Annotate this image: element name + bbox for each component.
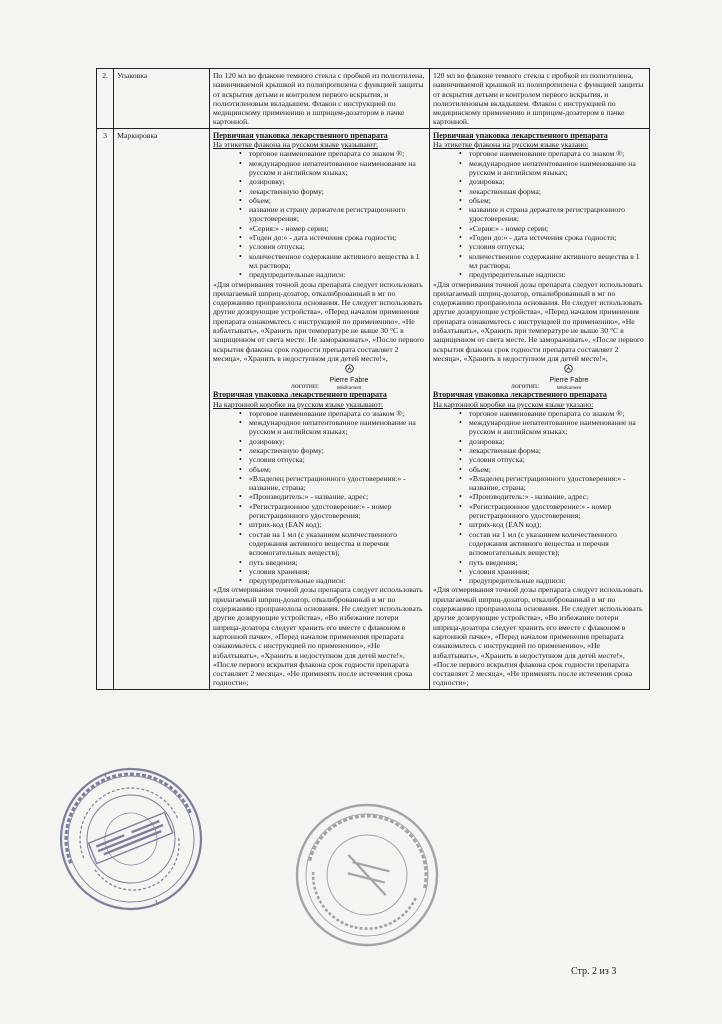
secondary-packaging-intro: На картонной коробке на русском языке указано: xyxy=(432,399,594,409)
list-item: • торговое наименование препарата со знаком ®; xyxy=(469,149,646,158)
logo-subtitle: Médicament xyxy=(336,384,362,390)
list-item: • «Годен до:» - дата истечения срока годности; xyxy=(469,233,646,242)
primary-packaging-intro: На этикетке флакона на русском языке указано: xyxy=(432,140,589,150)
list-item: • предупредительные надписи: xyxy=(469,576,646,585)
list-item: • состав на 1 мл (с указанием количественного содержания активного вещества и перечня вспомогательных веществ); xyxy=(469,530,646,558)
primary-packaging-intro: На этикетке флакона на русском языке указывают: xyxy=(213,140,378,150)
secondary-warning-text: «Для отмеривания точной дозы препарата следует использовать прилагаемый шприц-дозатор, откалиброванный в мг по содержанию пропранолола основания. Не следует использовать другие дозирующие устройства», «Во избежание потери шприца-дозатора следует хранить его вместе с флаконом в картонной пачке», «Перед началом применения препарата ознакомьтесь с инструкцией по применению», «Не взбалтывать», «Хранить в недоступном для детей месте!», «После первого вскрытия флакона срок годности препарата составляет 2 месяца», «Не применять после истечения срока годности»; xyxy=(213,585,423,688)
list-item: • количественное содержание активного вещества в 1 мл раствора; xyxy=(469,252,646,271)
list-item: • торговое наименование препарата со знаком ®; xyxy=(249,409,426,418)
logo-brand: Pierre Fabre xyxy=(329,376,369,384)
packaging-left-cell: По 120 мл во флаконе темного стекла с пробкой из полиэтилена, навинчиваемой крышкой из полипропилена с функцией защиты от вскрытия детьми и контролем первого вскрытия, и полиэтиленовым вкладышем. Флакон с инструкцией по медицинскому применению и шприцем-дозатором в пачке картонной. xyxy=(210,69,430,129)
list-item: • предупредительные надписи: xyxy=(249,576,426,585)
list-item: • условия отпуска; xyxy=(249,455,426,464)
primary-items-list xyxy=(433,149,646,279)
secondary-items-list xyxy=(213,409,426,586)
company-stamp-inn xyxy=(292,800,442,950)
list-item: • путь введения; xyxy=(249,558,426,567)
list-item: • объем; xyxy=(249,196,426,205)
list-item: • объем; xyxy=(249,465,426,474)
list-item: • путь введения; xyxy=(469,558,646,567)
list-item: • «Производитель:» - название, адрес; xyxy=(469,492,646,501)
list-item: • «Производитель:» - название, адрес; xyxy=(249,492,426,501)
list-item: • дозировку; xyxy=(249,437,426,446)
list-item: • «Владелец регистрационного удостоверения:» - название, страна; xyxy=(249,474,426,493)
list-item: • дозировку; xyxy=(249,177,426,186)
list-item: • штрих-код (EAN код); xyxy=(469,520,646,529)
secondary-warning-text: «Для отмеривания точной дозы препарата следует использовать прилагаемый шприц-дозатор, откалиброванный в мг по содержанию пропранолола основания. Не следует использовать другие дозирующие устройства», «Во избежание потери шприца-дозатора следует хранить его вместе с флаконом в картонной пачке», «Перед началом применения препарата ознакомьтесь с инструкцией по применению», «Не взбалтывать», «Хранить в недоступном для детей месте!», «После первого вскрытия флакона срок годности препарата составляет 2 месяца», «Не применять после истечения срока годности»; xyxy=(432,585,643,688)
list-item: • количественное содержание активного вещества в 1 мл раствора; xyxy=(249,252,426,271)
list-item: • лекарственная форма; xyxy=(469,446,646,455)
logo-brand: Pierre Fabre xyxy=(549,376,589,384)
primary-items-list xyxy=(213,149,426,279)
list-item: • объем; xyxy=(469,465,646,474)
list-item: • международное непатентованное наименование на русском и английском языках; xyxy=(469,418,646,437)
pierre-fabre-logo-icon xyxy=(564,364,573,373)
list-item: • предупредительные надписи: xyxy=(469,270,646,279)
list-item: • состав на 1 мл (с указанием количественного содержания активного вещества и перечня вспомогательных веществ); xyxy=(249,530,426,558)
row-parameter: Упаковка xyxy=(114,69,210,129)
pierre-fabre-logo xyxy=(541,364,597,389)
list-item: • торговое наименование препарата со знаком ®; xyxy=(249,149,426,158)
pierre-fabre-logo-icon xyxy=(345,364,354,373)
list-item: • штрих-код (EAN код); xyxy=(249,520,426,529)
list-item: • условия отпуска; xyxy=(249,242,426,251)
list-item: • лекарственную форму; xyxy=(249,446,426,455)
list-item: • объем; xyxy=(469,196,646,205)
registration-table xyxy=(96,68,650,690)
company-stamp-el-si-logistik xyxy=(56,764,206,914)
primary-warning-text: «Для отмеривания точной дозы препарата следует использовать прилагаемый шприц-дозатор, откалиброванный в мг по содержанию пропранолола основания. Не следует использовать другие дозирующие устройства», «Перед началом применения препарата ознакомьтесь с инструкцией по применению», «Не взбалтывать», «Хранить при температуре не выше 30 °С в защищенном от света месте. Не замораживать», «После первого вскрытия флакона срок годности препарата составляет 2 месяца», «Хранить в недоступном для детей месте!», xyxy=(213,279,424,363)
pierre-fabre-logo xyxy=(321,364,377,389)
logo-subtitle: Médicament xyxy=(556,384,582,390)
list-item: • международное непатентованное наименование на русском и английском языках; xyxy=(469,159,646,178)
list-item: • «Годен до:» - дата истечения срока годности; xyxy=(249,233,426,242)
secondary-items-list xyxy=(433,409,646,586)
list-item: • лекарственную форму; xyxy=(249,187,426,196)
labeling-left-cell xyxy=(210,128,430,689)
packaging-right-cell: 120 мл во флаконе темного стекла с пробкой из полиэтилена, навинчиваемой крышкой из полипропилена с функцией защиты от вскрытия детьми и контролем первого вскрытия, и полиэтиленовым вкладышем. Флакон с инструкцией по медицинскому применению и шприцем-дозатором в пачке картонной. xyxy=(429,69,649,129)
logo-line xyxy=(433,364,646,390)
list-item: • «Серия:» - номер серии; xyxy=(249,224,426,233)
table-row-labeling xyxy=(97,128,650,689)
list-item: • «Регистрационное удостоверение:» - номер регистрационного удостоверения; xyxy=(249,502,426,521)
page-number: Стр. 2 из 3 xyxy=(571,966,617,977)
list-item: • «Серия:» - номер серии; xyxy=(469,224,646,233)
list-item: • дозировка; xyxy=(469,177,646,186)
list-item: • торговое наименование препарата со знаком ®; xyxy=(469,409,646,418)
list-item: • название и страну держателя регистрационного удостоверения; xyxy=(249,205,426,224)
primary-packaging-title: Первичная упаковка лекарственного препарата xyxy=(432,130,608,140)
secondary-packaging-intro: На картонной коробке на русском языке указывают: xyxy=(213,399,383,409)
list-item: • лекарственная форма; xyxy=(469,187,646,196)
list-item: • условия отпуска; xyxy=(469,455,646,464)
list-item: • «Владелец регистрационного удостоверения:» - название, страна; xyxy=(469,474,646,493)
logo-label: логотип: xyxy=(291,381,320,391)
list-item: • международное непатентованное наименование на русском и английском языках; xyxy=(249,159,426,178)
row-number: 3 xyxy=(97,128,114,689)
list-item: • «Регистрационное удостоверение:» - номер регистрационного удостоверения; xyxy=(469,502,646,521)
row-parameter: Маркировка xyxy=(114,128,210,689)
table-row-packaging xyxy=(97,69,650,129)
list-item: • условия хранения; xyxy=(249,567,426,576)
row-number: 2. xyxy=(97,69,114,129)
list-item: • название и страна держателя регистрационного удостоверения; xyxy=(469,205,646,224)
secondary-packaging-title: Вторичная упаковка лекарственного препарата xyxy=(213,390,387,400)
labeling-right-cell xyxy=(429,128,649,689)
list-item: • дозировка; xyxy=(469,437,646,446)
logo-line xyxy=(213,364,426,390)
primary-packaging-title: Первичная упаковка лекарственного препарата xyxy=(213,130,388,140)
list-item: • условия отпуска; xyxy=(469,242,646,251)
list-item: • предупредительные надписи: xyxy=(249,270,426,279)
secondary-packaging-title: Вторичная упаковка лекарственного препарата xyxy=(432,390,607,400)
logo-label: логотип: xyxy=(510,381,540,391)
list-item: • международное непатентованное наименование на русском и английском языках; xyxy=(249,418,426,437)
list-item: • условия хранения; xyxy=(469,567,646,576)
primary-warning-text: «Для отмеривания точной дозы препарата следует использовать прилагаемый шприц-дозатор, откалиброванный в мг по содержанию пропранолола основания. Не следует использовать другие дозирующие устройства», «Перед началом применения препарата ознакомьтесь с инструкцией по применению», «Не взбалтывать», «Хранить при температуре не выше 30 °С в защищенном от света месте. Не замораживать», «После первого вскрытия флакона срок годности препарата составляет 2 месяца», «Хранить в недоступном для детей месте!», xyxy=(432,279,644,363)
